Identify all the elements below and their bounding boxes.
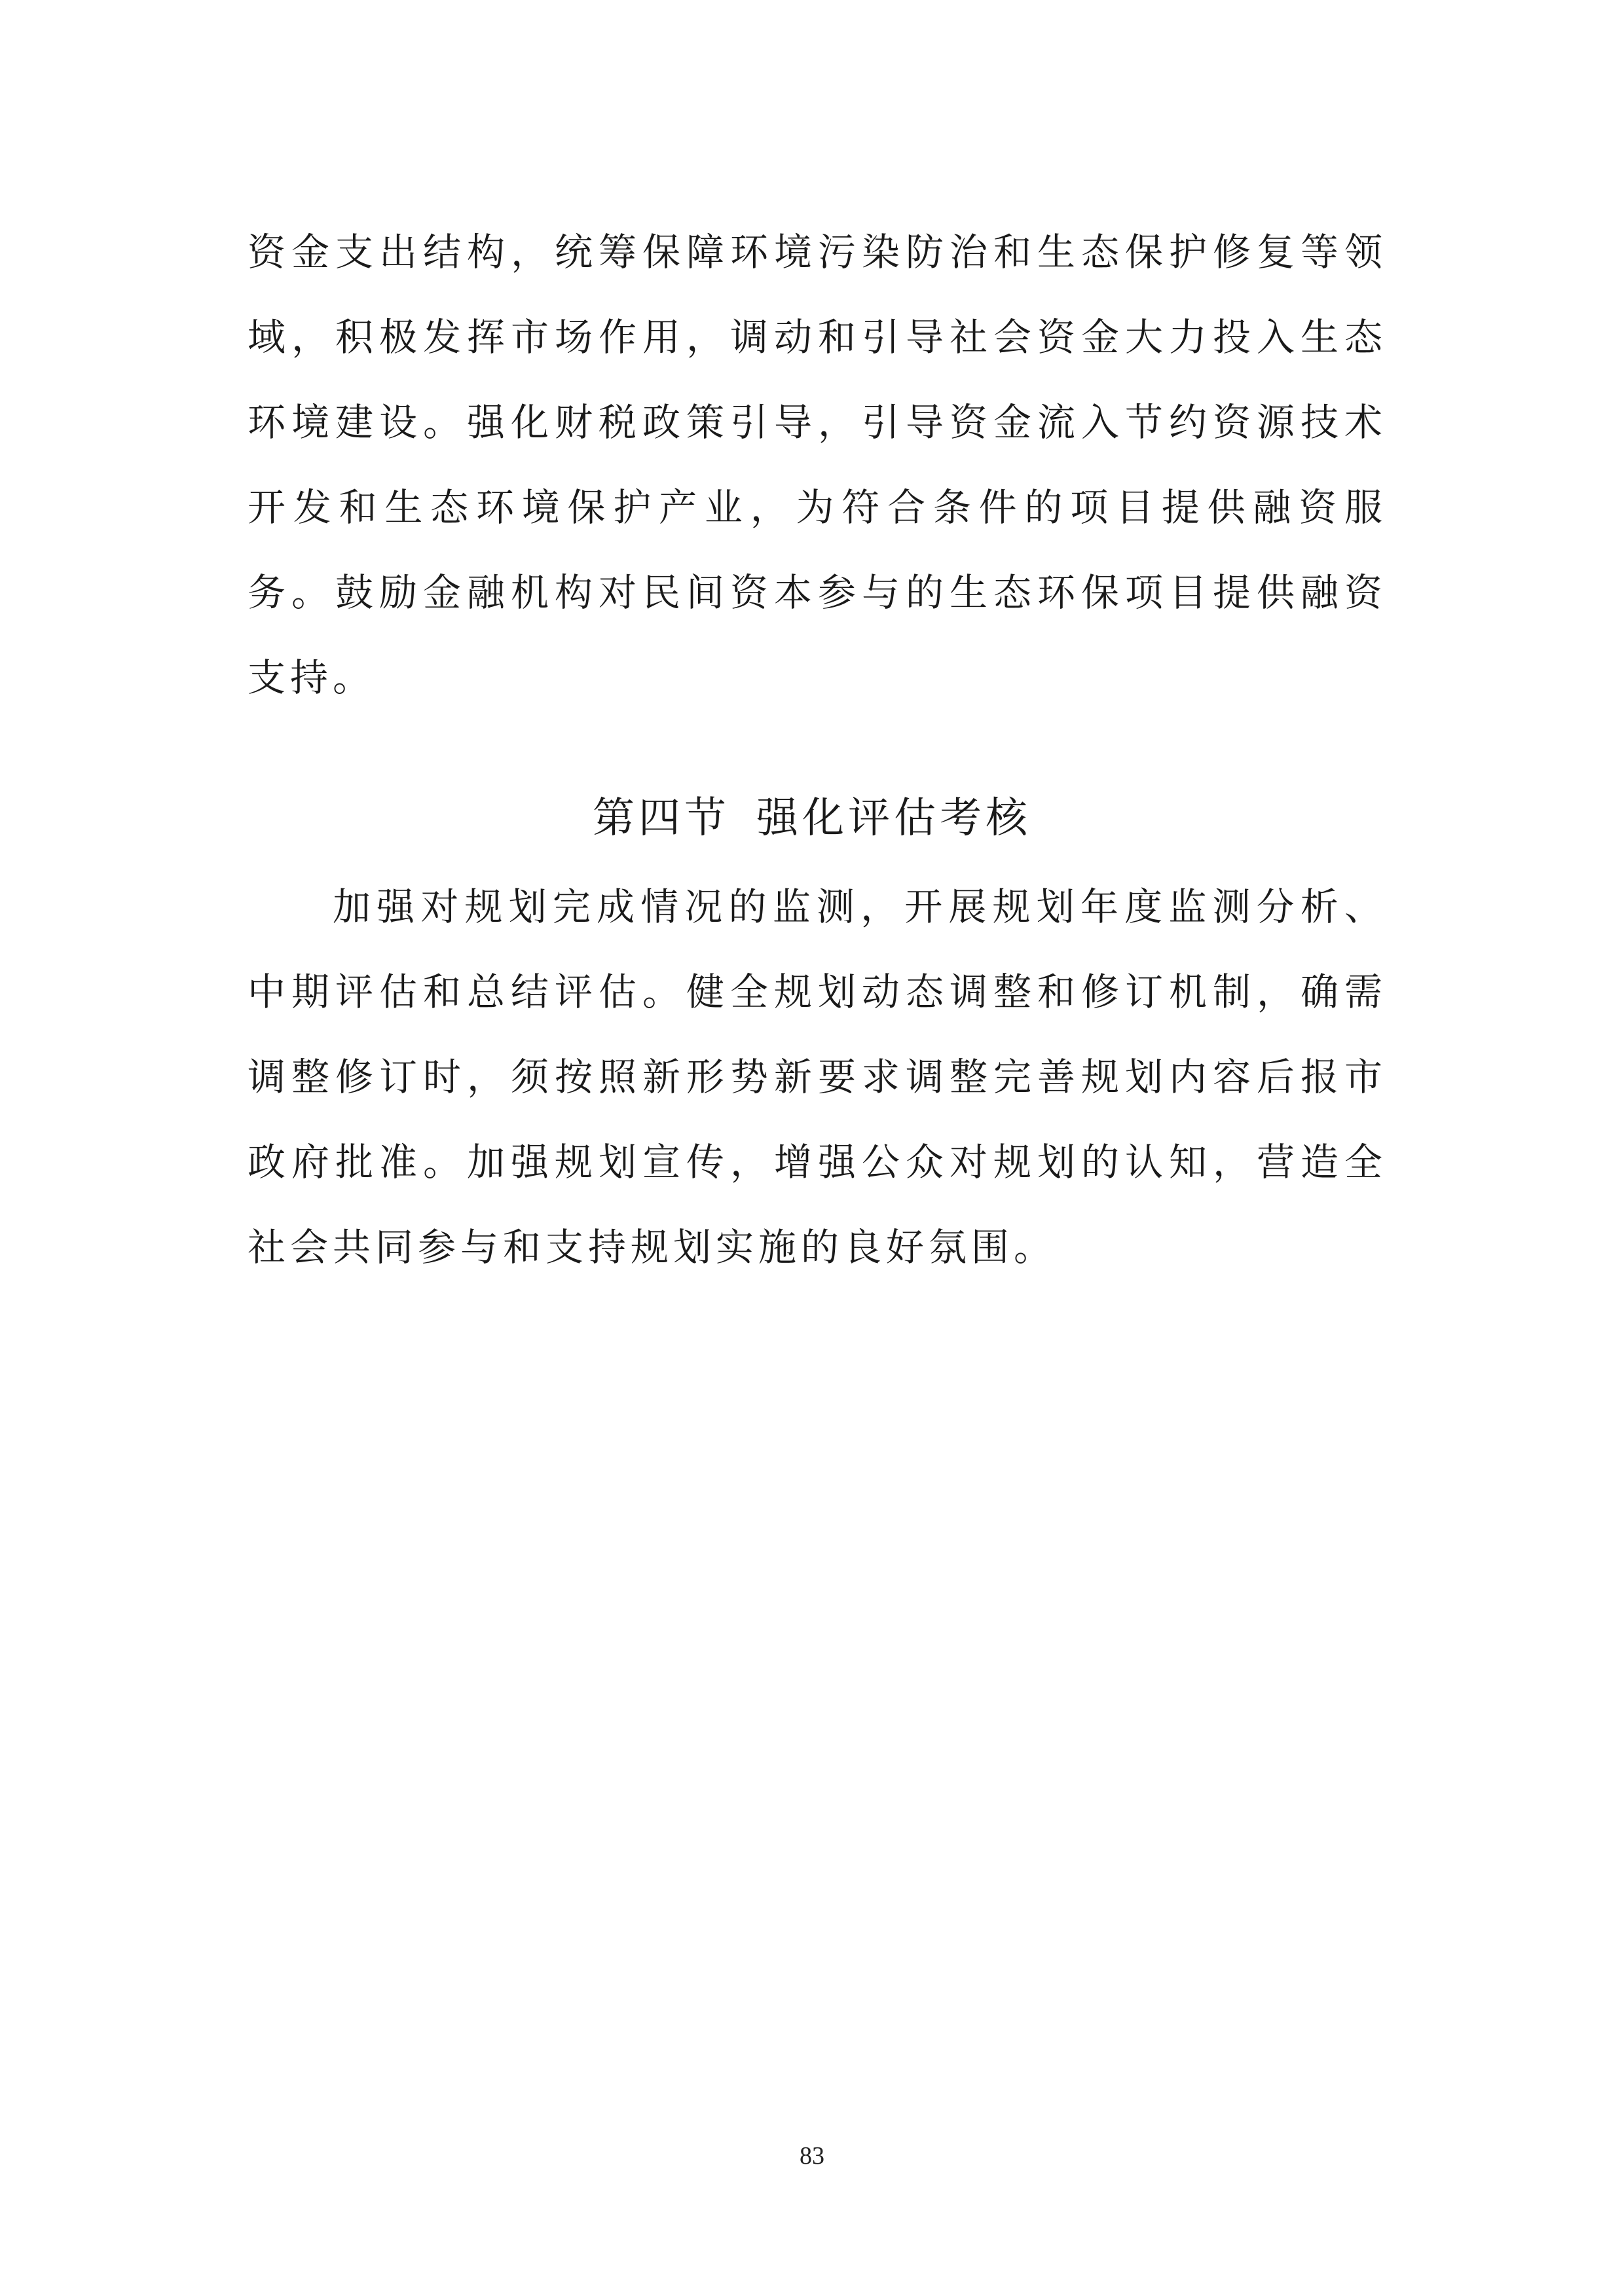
section-number-label: 第四节 — [593, 794, 730, 843]
paragraph-evaluation: 加强对规划完成情况的监测，开展规划年度监测分析、中期评估和总结评估。健全规划动态调整和修订机制，确需调整修订时，须按照新形势新要求调整完善规划内容后报市政府批准。加强规划宣传，增强公众对规划的认知，营造全社会共同参与和支持规划实施的良好氛围。 — [248, 884, 1387, 1269]
page-number: 83 — [800, 2142, 824, 2170]
section-title: 强化评估考核 — [756, 794, 1031, 843]
section-heading — [0, 786, 1624, 851]
paragraph-funding-structure: 资金支出结构，统筹保障环境污染防治和生态保护修复等领域，积极发挥市场作用，调动和引导社会资金大力投入生态环境建设。强化财税政策引导，引导资金流入节约资源技术开发和生态环境保护产业，为符合条件的项目提供融资服务。鼓励金融机构对民间资本参与的生态环保项目提供融资支持。 — [248, 230, 1387, 700]
